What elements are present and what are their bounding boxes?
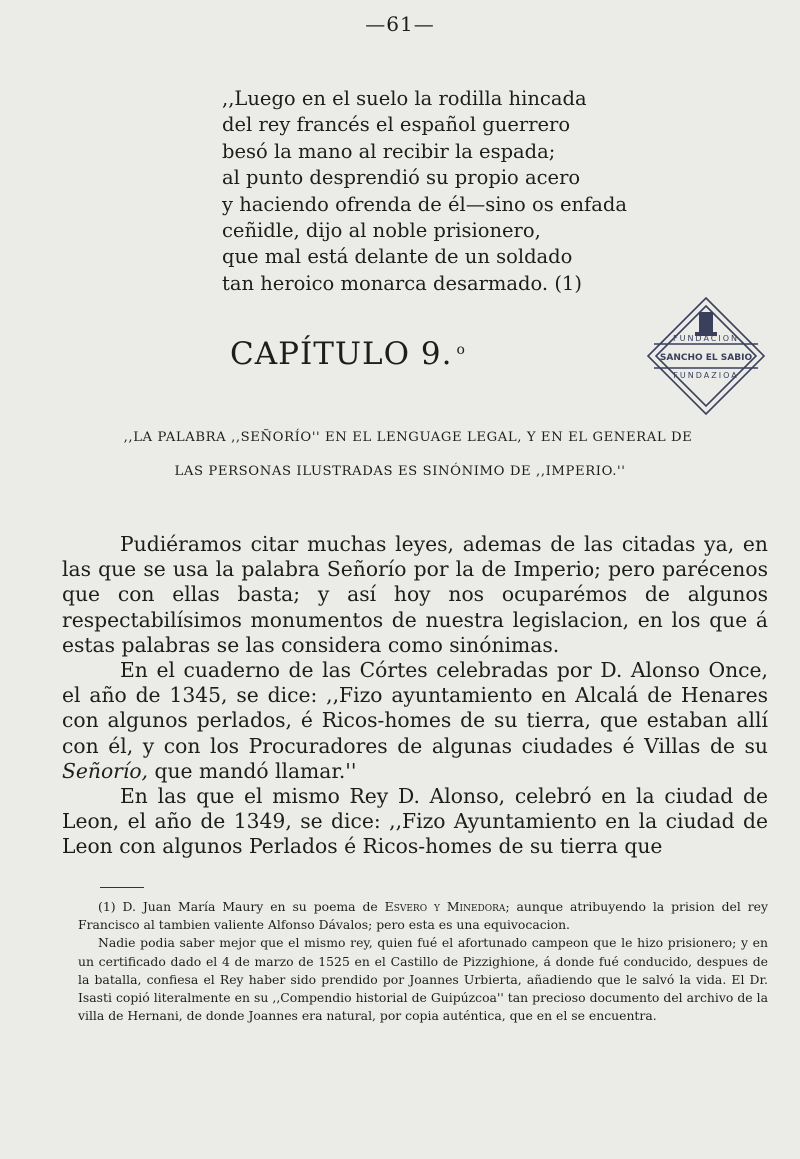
- verse-line: ,,Luego en el suelo la rodilla hincada: [222, 87, 587, 110]
- footnotes: [78, 898, 768, 1025]
- stamp-text-middle: SANCHO EL SABIO: [659, 353, 753, 363]
- verse-line: que mal está delante de un soldado: [222, 245, 573, 269]
- library-stamp-icon: [644, 294, 768, 418]
- verse-line: al punto desprendió su propio acero: [222, 166, 581, 190]
- footnote-text: ; aunque atribuyendo la prision del rey Francisco al tambien valiente Alfonso Dávalos; pero esta es una equivocacion.: [78, 899, 768, 933]
- verse-line: y haciendo ofrenda de él—sino os enfada: [222, 192, 627, 216]
- verse-stanza: [222, 86, 627, 297]
- body-paragraph-tail: que mandó llamar.'': [148, 758, 357, 783]
- chapter-subtitle-line-1: ,,LA PALABRA ,,SEÑORÍO'' EN EL LENGUAGE LEGAL, Y EN EL GENERAL DE: [123, 430, 693, 445]
- body-paragraph: Pudiéramos citar muchas leyes, ademas de las citadas ya, en las que se usa la palabra Señorío por la de Imperio; pero parécenos que con ellas basta; y así hoy nos ocuparémos de algunos respectabilísimos monumentos de nuestra legislacion, en los que á estas palabras se las considera como sinónimas.: [62, 532, 768, 657]
- chapter-title: [230, 336, 466, 372]
- stamp-text-top: FUNDACION: [672, 334, 740, 343]
- footnote: [78, 898, 768, 934]
- body-text: [62, 532, 768, 860]
- footnote-lead: (1) D. Juan María Maury en su poema de: [98, 899, 385, 914]
- footnote-smallcaps: Esvero y Minedora: [384, 899, 506, 914]
- chapter-subtitle-line-2: LAS PERSONAS ILUSTRADAS ES SINÓNIMO DE ,,IMPERIO.'': [174, 464, 626, 479]
- footnote-rule: [100, 887, 144, 888]
- footnote: Nadie podia saber mejor que el mismo rey, quien fué el afortunado campeon que le hizo prisionero; y en un certificado dado el 4 de marzo de 1525 en el Castillo de Pizzighione, á donde fué conducido, despues de la batalla, confiesa el Rey haber sido prendido por Joannes Urbierta, añadiendo que le salvó la vida. El Dr. Isasti copió literalmente en su ,,Compendio historial de Guipúzcoa'' tan precioso documento del archivo de la villa de Hernani, de donde Joannes era natural, por copia auténtica, que en el se encuentra.: [78, 935, 768, 1024]
- stamp-text-bottom: FUNDAZIOA: [673, 371, 739, 380]
- page-number: —61—: [365, 12, 435, 36]
- chapter-title-text: CAPÍTULO 9.: [230, 336, 453, 372]
- body-paragraph: En las que el mismo Rey D. Alonso, celebró en la ciudad de Leon, el año de 1349, se dice: ,,Fizo Ayuntamiento en la ciudad de Leon con algunos Perlados é Ricos-homes de su tierra que: [62, 784, 768, 859]
- body-paragraph-italic: Señorío,: [62, 758, 149, 783]
- verse-line: besó la mano al recibir la espada;: [222, 139, 556, 163]
- verse-line: del rey francés el español guerrero: [222, 113, 571, 137]
- verse-line: ceñidle, dijo al noble prisionero,: [222, 219, 541, 243]
- verse-line: tan heroico monarca desarmado. (1): [222, 271, 582, 295]
- chapter-title-mark: o: [456, 342, 466, 358]
- body-paragraph: [62, 658, 768, 784]
- body-paragraph-text: En el cuaderno de las Córtes celebradas por D. Alonso Once, el año de 1345, se dice: ,,Fizo ayuntamiento en Alcalá de Henares con algunos perlados, é Ricos-homes de su tierra, que estaban allí con él, y con los Procuradores de algunas ciudades é Villas de su: [62, 658, 768, 758]
